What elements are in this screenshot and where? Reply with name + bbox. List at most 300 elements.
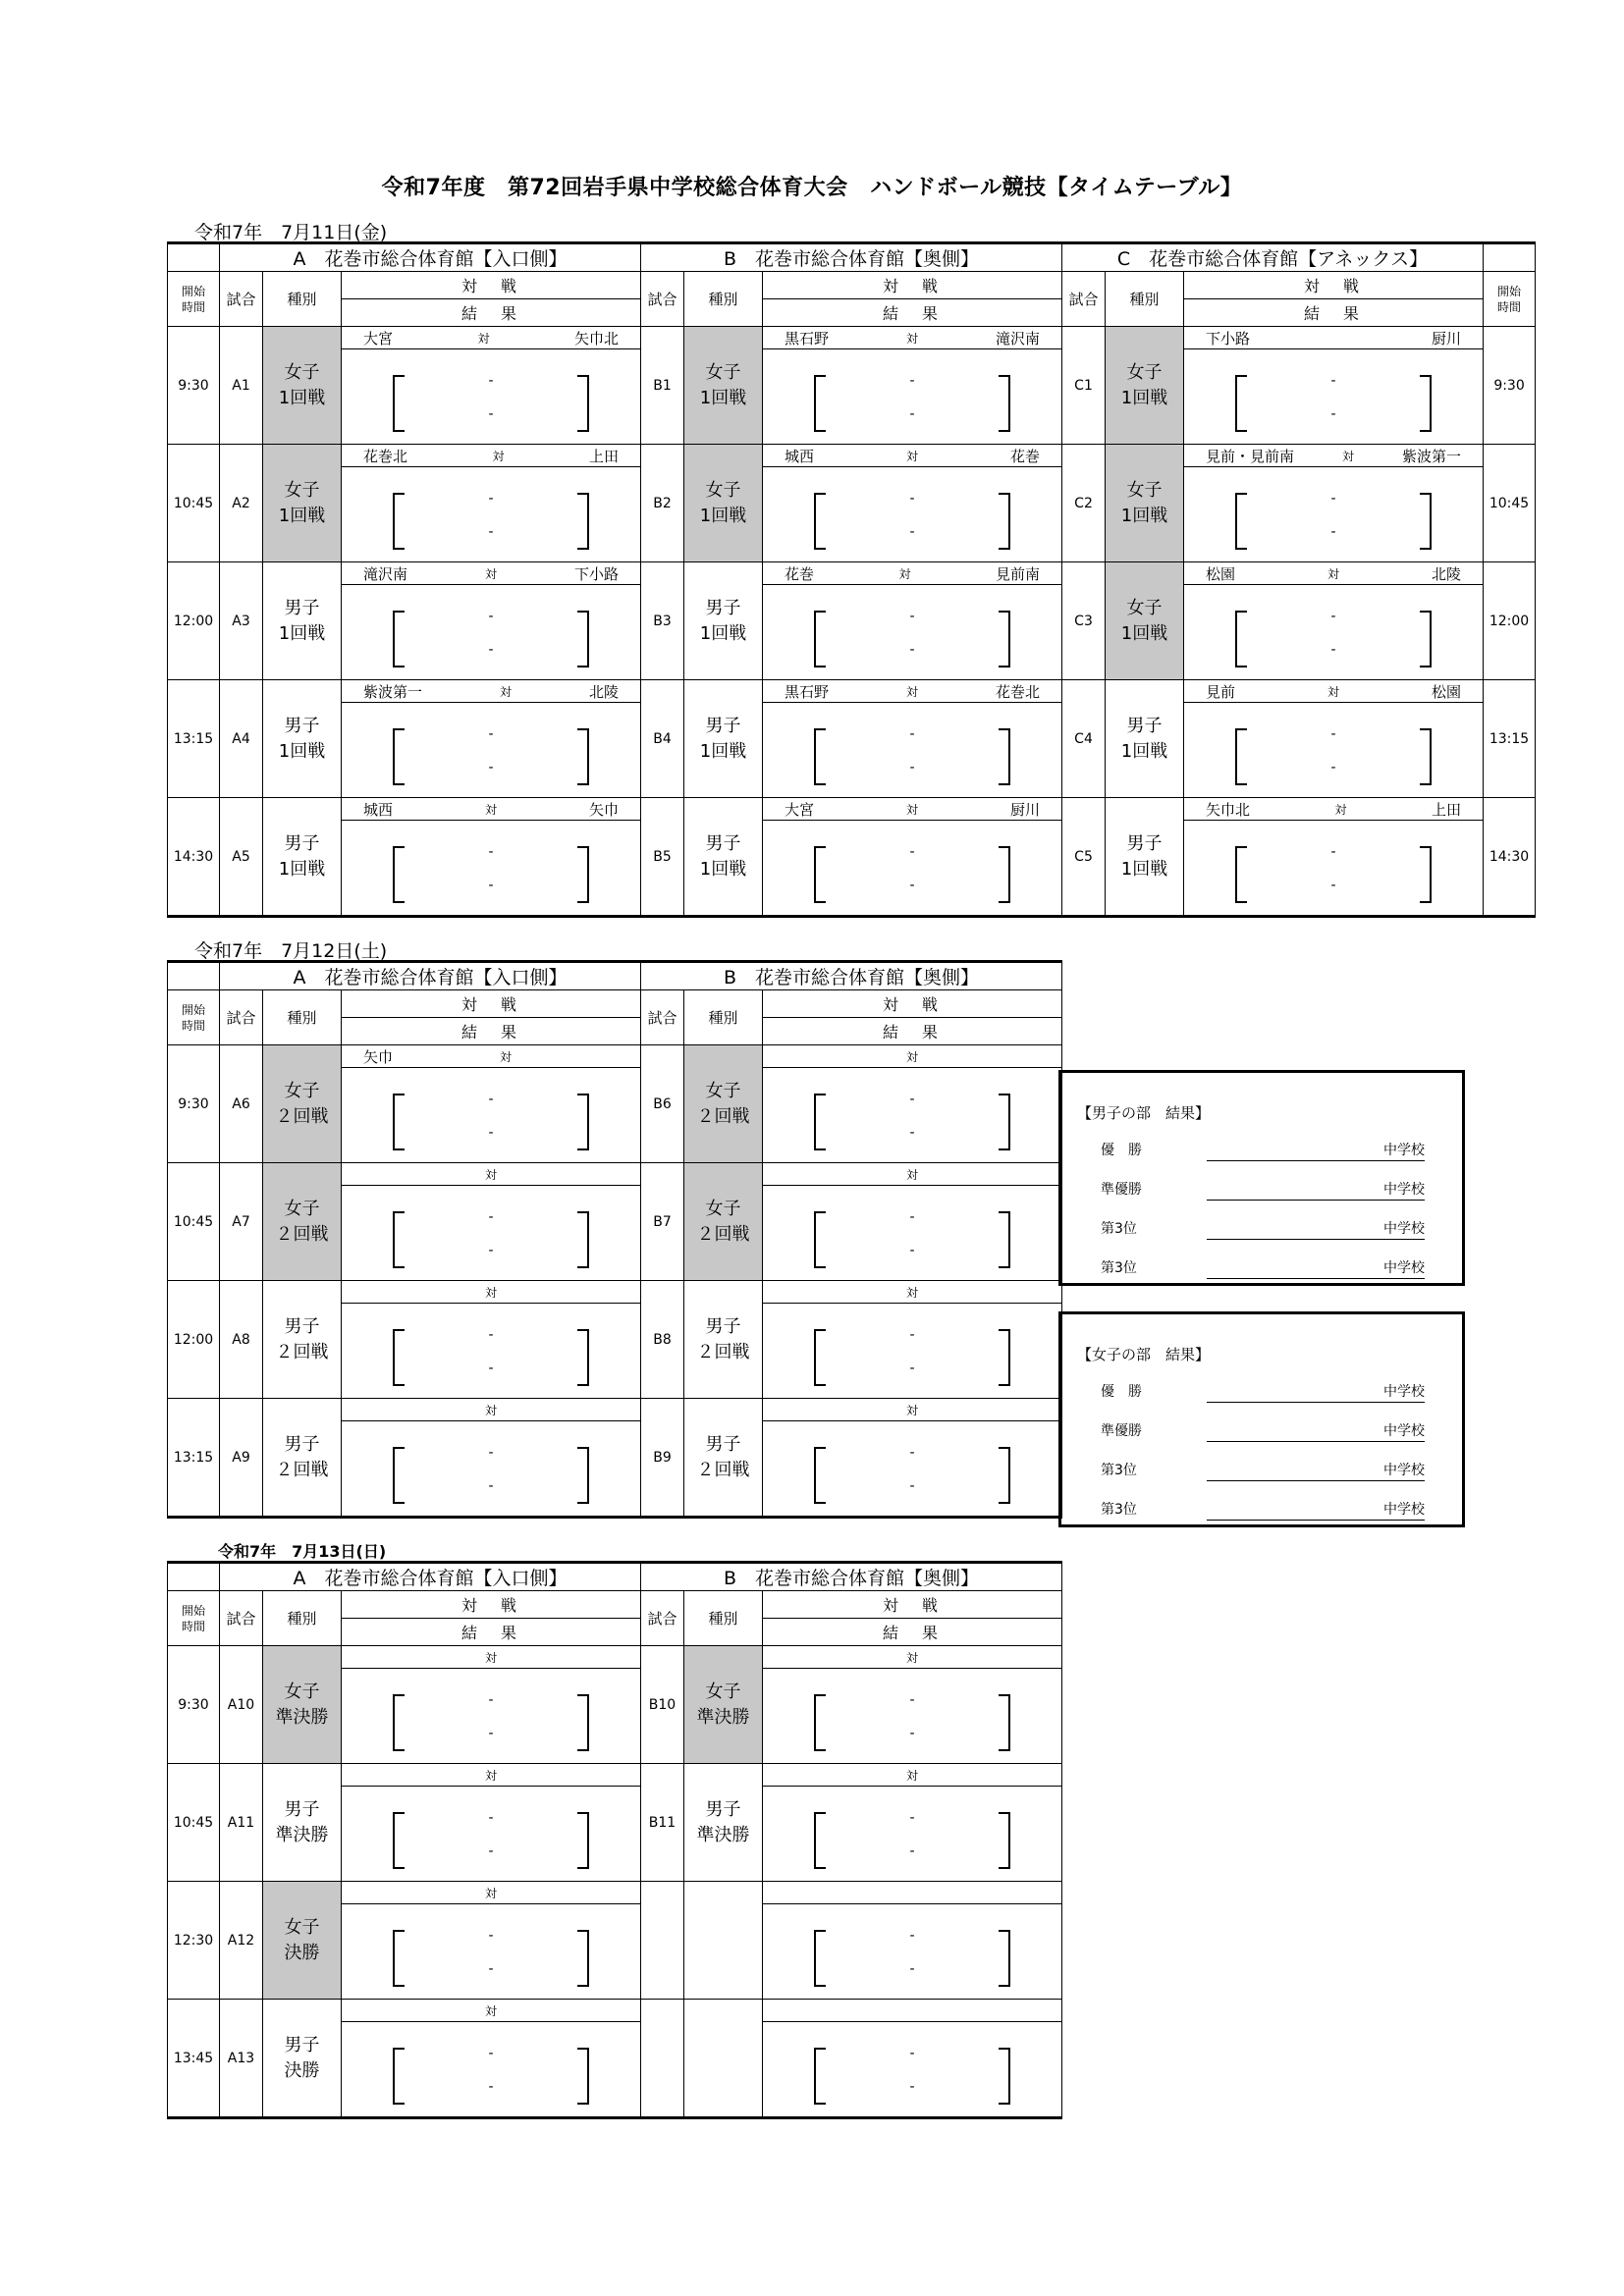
team-1: 紫波第一 [363, 682, 423, 701]
game-id: B5 [641, 798, 684, 917]
team-2: 矢巾 [589, 800, 620, 819]
result-cell [763, 467, 1062, 562]
placement-line [1101, 1138, 1425, 1161]
game-category: 男子 ２回戦 [263, 1281, 342, 1399]
matchup [342, 1646, 641, 1669]
score-dash: - [909, 726, 915, 742]
schedule-table [167, 1561, 1062, 2119]
vs-mark: 対 [906, 449, 919, 463]
score-dash: - [1330, 491, 1336, 507]
matchup [342, 327, 641, 349]
vs-mark: 対 [485, 566, 498, 581]
game-category: 男子 準決勝 [684, 1764, 763, 1882]
score-dash: - [488, 1361, 494, 1376]
score-dash: - [488, 1726, 494, 1741]
game-id: B8 [641, 1281, 684, 1399]
result-cell [1184, 349, 1484, 445]
result-cell [763, 703, 1062, 798]
vs-mark: 対 [906, 684, 919, 699]
game-id: C4 [1062, 680, 1106, 798]
result-summary-box [1058, 1311, 1465, 1527]
matchup [763, 1045, 1062, 1068]
matchup [763, 1764, 1062, 1787]
result-header: 結 果 [342, 299, 641, 327]
placement-label: 準優勝 [1101, 1423, 1142, 1439]
game-id: A4 [220, 680, 263, 798]
game-id [641, 1882, 684, 2000]
result-header: 結 果 [342, 1619, 641, 1646]
game-category: 女子 準決勝 [684, 1646, 763, 1764]
score-dash: - [488, 406, 494, 422]
school-suffix: 中学校 [1383, 1260, 1425, 1276]
school-suffix: 中学校 [1383, 1502, 1425, 1518]
vs-mark: 対 [1342, 449, 1355, 463]
vs-mark: 対 [485, 1403, 498, 1417]
vs-mark: 対 [485, 1167, 498, 1182]
score-dash: - [488, 609, 494, 624]
score-dash: - [909, 1209, 915, 1225]
score-dash: - [1330, 878, 1336, 893]
game-header: 試合 [220, 1591, 263, 1646]
team-1: 松園 [1206, 564, 1236, 583]
game-category: 男子 1回戦 [263, 680, 342, 798]
placement-label: 優 勝 [1101, 1384, 1142, 1400]
score-dash: - [488, 1125, 494, 1141]
score-dash: - [909, 491, 915, 507]
game-category [684, 1882, 763, 2000]
score-dash: - [909, 878, 915, 893]
matchup [763, 562, 1062, 585]
game-id: A1 [220, 327, 263, 445]
matchup [763, 1399, 1062, 1421]
game-category: 女子 1回戦 [684, 327, 763, 445]
game-id: A9 [220, 1399, 263, 1518]
matchup [763, 445, 1062, 467]
matchup [763, 327, 1062, 349]
blank-underline [1207, 1402, 1425, 1403]
result-cell [342, 1304, 641, 1399]
team-1: 見前・見前南 [1206, 447, 1295, 465]
score-dash: - [488, 1928, 494, 1944]
score-dash: - [1330, 373, 1336, 389]
placement-line [1101, 1458, 1425, 1481]
placement-label: 第3位 [1101, 1221, 1137, 1237]
matchup [342, 1281, 641, 1304]
vs-header: 対 戦 [342, 990, 641, 1018]
game-id: A7 [220, 1163, 263, 1281]
score-dash: - [488, 2079, 494, 2095]
blank-underline [1207, 1160, 1425, 1161]
result-header: 結 果 [763, 1018, 1062, 1045]
team-1: 城西 [785, 447, 815, 465]
vs-header: 対 戦 [342, 1591, 641, 1619]
score-dash: - [909, 1327, 915, 1343]
score-dash: - [488, 1692, 494, 1708]
result-cell [763, 1787, 1062, 1882]
game-category: 女子 1回戦 [684, 445, 763, 562]
team-2: 松園 [1432, 682, 1462, 701]
game-category: 女子 1回戦 [1106, 327, 1184, 445]
game-category: 男子 ２回戦 [263, 1399, 342, 1518]
school-suffix: 中学校 [1383, 1463, 1425, 1478]
result-cell [763, 585, 1062, 680]
matchup [763, 680, 1062, 703]
result-summary-title: 【男子の部 結果】 [1077, 1104, 1211, 1122]
score-dash: - [909, 1445, 915, 1461]
matchup [763, 1281, 1062, 1304]
vs-mark: 対 [906, 1167, 919, 1182]
game-category: 男子 1回戦 [684, 562, 763, 680]
matchup [1184, 798, 1484, 821]
venue-header: B 花巻市総合体育館【奥側】 [641, 243, 1062, 272]
blank-underline [1207, 1200, 1425, 1201]
game-category: 女子 ２回戦 [684, 1045, 763, 1163]
game-id: A13 [220, 2000, 263, 2118]
game-category: 女子 ２回戦 [263, 1045, 342, 1163]
schedule-table [167, 960, 1062, 1519]
score-dash: - [909, 609, 915, 624]
vs-mark: 対 [500, 1049, 513, 1064]
team-2: 厨川 [1009, 800, 1040, 819]
game-id: C3 [1062, 562, 1106, 680]
result-header: 結 果 [763, 299, 1062, 327]
score-dash: - [909, 760, 915, 775]
vs-mark: 対 [1327, 566, 1340, 581]
vs-mark: 対 [485, 1285, 498, 1300]
result-header: 結 果 [763, 1619, 1062, 1646]
result-cell [342, 1787, 641, 1882]
start-time: 10:45 [168, 1163, 220, 1281]
score-dash: - [909, 1928, 915, 1944]
matchup [342, 2000, 641, 2022]
team-2: 下小路 [574, 564, 620, 583]
result-cell [342, 2022, 641, 2118]
category-header: 種別 [263, 272, 342, 327]
result-cell [763, 1068, 1062, 1163]
score-dash: - [1330, 642, 1336, 658]
vs-mark: 対 [485, 1650, 498, 1665]
team-2: 紫波第一 [1402, 447, 1462, 465]
placement-line [1101, 1177, 1425, 1201]
game-category: 女子 1回戦 [1106, 562, 1184, 680]
game-id: A3 [220, 562, 263, 680]
vs-mark: 対 [906, 331, 919, 346]
vs-mark: 対 [485, 802, 498, 817]
score-dash: - [488, 1327, 494, 1343]
game-category: 男子 ２回戦 [684, 1281, 763, 1399]
team-1: 大宮 [785, 800, 815, 819]
result-cell [342, 1068, 641, 1163]
game-id: A5 [220, 798, 263, 917]
score-dash: - [488, 1445, 494, 1461]
team-1: 城西 [363, 800, 394, 819]
placement-label: 第3位 [1101, 1502, 1137, 1518]
vs-mark: 対 [906, 1650, 919, 1665]
matchup [763, 1163, 1062, 1186]
team-2: 滝沢南 [995, 329, 1040, 347]
day-date: 令和7年 7月12日(土) [194, 940, 388, 962]
game-id: C2 [1062, 445, 1106, 562]
score-dash: - [1330, 760, 1336, 775]
team-1: 矢巾北 [1206, 800, 1251, 819]
school-suffix: 中学校 [1383, 1384, 1425, 1400]
vs-header: 対 戦 [342, 272, 641, 299]
team-1: 黒石野 [785, 329, 830, 347]
school-suffix: 中学校 [1383, 1221, 1425, 1237]
game-id: A11 [220, 1764, 263, 1882]
game-header: 試合 [220, 990, 263, 1045]
result-cell [342, 585, 641, 680]
result-cell [763, 1186, 1062, 1281]
vs-mark: 対 [906, 1768, 919, 1783]
category-header: 種別 [684, 272, 763, 327]
start-time: 13:45 [168, 2000, 220, 2118]
start-time: 12:30 [168, 1882, 220, 2000]
start-time: 13:15 [1484, 680, 1536, 798]
schedule-table [167, 241, 1536, 918]
game-id: A12 [220, 1882, 263, 2000]
matchup [342, 1764, 641, 1787]
start-time-header: 開始 時間 [168, 990, 220, 1045]
game-category: 女子 ２回戦 [263, 1163, 342, 1281]
matchup [763, 798, 1062, 821]
game-id: B9 [641, 1399, 684, 1518]
start-time: 9:30 [168, 1646, 220, 1764]
matchup [1184, 680, 1484, 703]
score-dash: - [909, 642, 915, 658]
placement-label: 第3位 [1101, 1463, 1137, 1478]
start-time: 9:30 [1484, 327, 1536, 445]
game-header: 試合 [220, 272, 263, 327]
start-time: 13:15 [168, 1399, 220, 1518]
result-header: 結 果 [1184, 299, 1484, 327]
game-id [641, 2000, 684, 2118]
start-time: 10:45 [168, 445, 220, 562]
result-cell [763, 1304, 1062, 1399]
start-time: 12:00 [1484, 562, 1536, 680]
matchup [342, 562, 641, 585]
vs-mark: 対 [477, 331, 490, 346]
game-id: B6 [641, 1045, 684, 1163]
placement-label: 優 勝 [1101, 1143, 1142, 1158]
result-cell [342, 349, 641, 445]
vs-mark: 対 [492, 449, 505, 463]
start-time: 9:30 [168, 327, 220, 445]
game-category: 女子 準決勝 [263, 1646, 342, 1764]
matchup [1184, 327, 1484, 349]
start-time: 12:00 [168, 1281, 220, 1399]
result-cell [342, 703, 641, 798]
score-dash: - [488, 1478, 494, 1494]
team-1: 見前 [1206, 682, 1236, 701]
score-dash: - [909, 1726, 915, 1741]
game-id: B2 [641, 445, 684, 562]
game-category: 男子 1回戦 [263, 798, 342, 917]
score-dash: - [488, 878, 494, 893]
game-category: 女子 1回戦 [263, 445, 342, 562]
result-cell [763, 1669, 1062, 1764]
blank-underline [1207, 1239, 1425, 1240]
result-cell [763, 1904, 1062, 2000]
game-id: A2 [220, 445, 263, 562]
score-dash: - [909, 1478, 915, 1494]
venue-header: B 花巻市総合体育館【奥側】 [641, 1563, 1062, 1591]
result-cell [342, 821, 641, 917]
venue-header: A 花巻市総合体育館【入口側】 [220, 243, 641, 272]
game-category: 男子 決勝 [263, 2000, 342, 2118]
vs-mark: 対 [1334, 802, 1347, 817]
score-dash: - [909, 2079, 915, 2095]
vs-mark: 対 [906, 802, 919, 817]
vs-mark: 対 [898, 566, 911, 581]
team-1: 花巻北 [363, 447, 408, 465]
vs-mark: 対 [906, 1285, 919, 1300]
start-time: 12:00 [168, 562, 220, 680]
team-1: 花巻 [785, 564, 815, 583]
score-dash: - [909, 373, 915, 389]
game-id: C5 [1062, 798, 1106, 917]
placement-line [1101, 1418, 1425, 1442]
team-1: 下小路 [1206, 329, 1251, 347]
team-2: 厨川 [1432, 329, 1462, 347]
blank-underline [1207, 1480, 1425, 1481]
score-dash: - [1330, 524, 1336, 540]
score-dash: - [909, 844, 915, 860]
vs-header: 対 戦 [763, 272, 1062, 299]
team-2: 北陵 [1432, 564, 1462, 583]
score-dash: - [1330, 609, 1336, 624]
score-dash: - [1330, 406, 1336, 422]
placement-label: 準優勝 [1101, 1182, 1142, 1198]
venue-header: A 花巻市総合体育館【入口側】 [220, 1563, 641, 1591]
game-category: 男子 準決勝 [263, 1764, 342, 1882]
game-header: 試合 [641, 272, 684, 327]
team-1: 黒石野 [785, 682, 830, 701]
team-2: 上田 [1432, 800, 1462, 819]
vs-mark: 対 [485, 1886, 498, 1900]
category-header: 種別 [263, 990, 342, 1045]
school-suffix: 中学校 [1383, 1143, 1425, 1158]
blank-underline [1207, 1278, 1425, 1279]
score-dash: - [488, 491, 494, 507]
score-dash: - [909, 1092, 915, 1107]
game-category: 男子 1回戦 [684, 798, 763, 917]
score-dash: - [909, 1961, 915, 1977]
result-cell [342, 1669, 641, 1764]
score-dash: - [909, 1692, 915, 1708]
score-dash: - [488, 1209, 494, 1225]
game-category: 男子 1回戦 [1106, 798, 1184, 917]
game-id: B11 [641, 1764, 684, 1882]
game-id: A8 [220, 1281, 263, 1399]
start-time: 9:30 [168, 1045, 220, 1163]
score-dash: - [488, 373, 494, 389]
score-dash: - [909, 524, 915, 540]
game-id: B7 [641, 1163, 684, 1281]
score-dash: - [488, 1961, 494, 1977]
team-1: 大宮 [363, 329, 394, 347]
game-id: B1 [641, 327, 684, 445]
matchup [342, 680, 641, 703]
score-dash: - [909, 1125, 915, 1141]
matchup [342, 1882, 641, 1904]
start-time-header: 開始 時間 [168, 272, 220, 327]
matchup [763, 1646, 1062, 1669]
result-cell [342, 1421, 641, 1518]
result-cell [1184, 467, 1484, 562]
day-date: 令和7年 7月13日(日) [218, 1542, 387, 1561]
game-id: C1 [1062, 327, 1106, 445]
matchup [342, 1163, 641, 1186]
category-header: 種別 [263, 1591, 342, 1646]
placement-line [1101, 1379, 1425, 1403]
matchup [342, 1045, 641, 1068]
score-dash: - [488, 1092, 494, 1107]
venue-header: B 花巻市総合体育館【奥側】 [641, 962, 1062, 990]
score-dash: - [488, 1810, 494, 1826]
game-id: B3 [641, 562, 684, 680]
team-1: 滝沢南 [363, 564, 408, 583]
category-header: 種別 [684, 990, 763, 1045]
result-summary-box [1058, 1070, 1465, 1286]
venue-header: C 花巻市総合体育館【アネックス】 [1062, 243, 1484, 272]
start-time-header: 開始 時間 [1484, 272, 1536, 327]
day-date: 令和7年 7月11日(金) [194, 222, 388, 243]
score-dash: - [909, 1243, 915, 1258]
placement-line [1101, 1497, 1425, 1521]
placement-line [1101, 1216, 1425, 1240]
start-time: 14:30 [168, 798, 220, 917]
score-dash: - [909, 1843, 915, 1859]
blank-underline [1207, 1441, 1425, 1442]
team-2: 北陵 [589, 682, 620, 701]
score-dash: - [909, 406, 915, 422]
game-id: A6 [220, 1045, 263, 1163]
game-category: 男子 1回戦 [684, 680, 763, 798]
game-header: 試合 [641, 1591, 684, 1646]
matchup [342, 798, 641, 821]
result-header: 結 果 [342, 1018, 641, 1045]
game-category: 男子 1回戦 [263, 562, 342, 680]
matchup [763, 1882, 1062, 1904]
vs-mark: 対 [906, 1049, 919, 1064]
game-category [684, 2000, 763, 2118]
matchup [342, 445, 641, 467]
game-id: A10 [220, 1646, 263, 1764]
vs-header: 対 戦 [763, 990, 1062, 1018]
game-id: B10 [641, 1646, 684, 1764]
vs-mark: 対 [906, 1403, 919, 1417]
school-suffix: 中学校 [1383, 1423, 1425, 1439]
vs-mark: 対 [1327, 684, 1340, 699]
score-dash: - [909, 1810, 915, 1826]
start-time: 10:45 [1484, 445, 1536, 562]
score-dash: - [488, 726, 494, 742]
vs-mark: 対 [485, 2003, 498, 2018]
category-header: 種別 [684, 1591, 763, 1646]
game-category: 男子 1回戦 [1106, 680, 1184, 798]
matchup [1184, 445, 1484, 467]
team-2: 見前南 [995, 564, 1040, 583]
score-dash: - [488, 642, 494, 658]
team-2: 花巻 [1009, 447, 1040, 465]
team-2: 矢巾北 [574, 329, 620, 347]
vs-header: 対 戦 [763, 1591, 1062, 1619]
result-cell [763, 2022, 1062, 2118]
start-time-header: 開始 時間 [168, 1591, 220, 1646]
score-dash: - [488, 844, 494, 860]
team-2: 上田 [589, 447, 620, 465]
